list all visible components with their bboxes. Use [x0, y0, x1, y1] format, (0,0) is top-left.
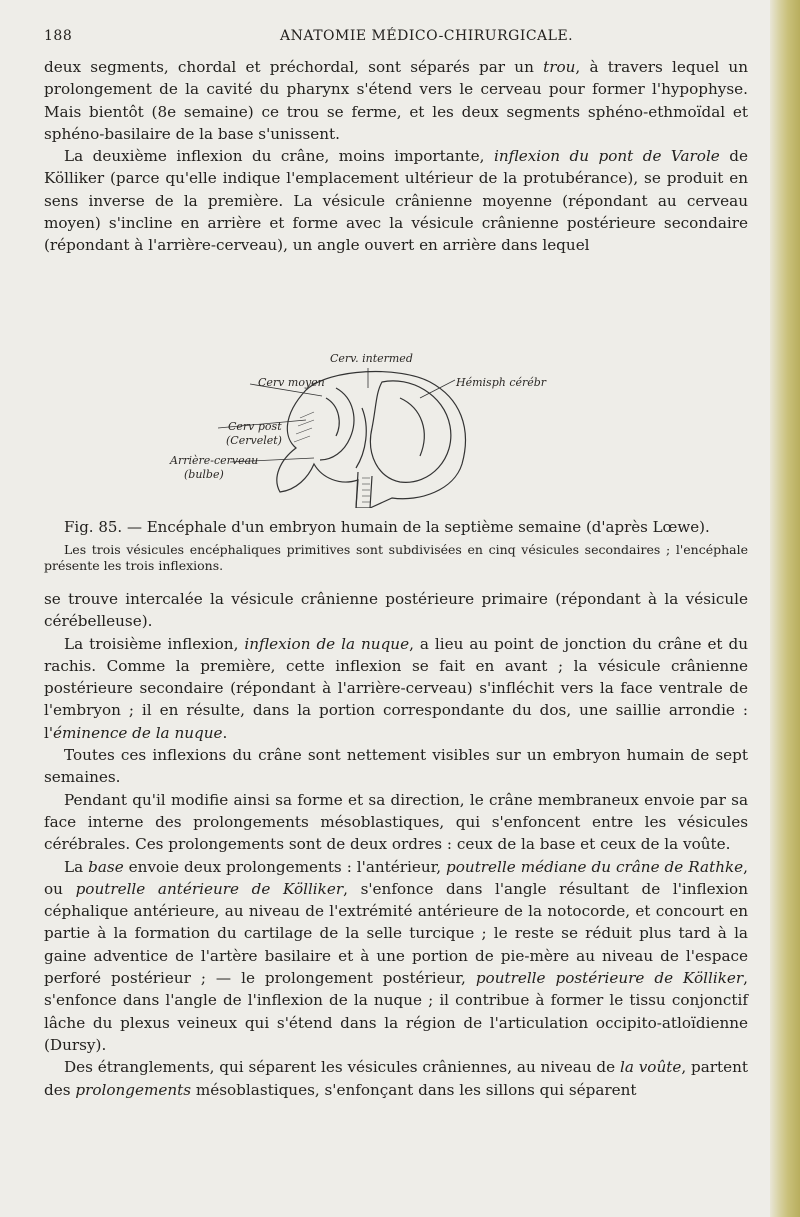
- text-run: .: [222, 723, 228, 742]
- text-run: se trouve intercalée la vésicule crânienne postérieure primaire (répondant à la vésicule cérébelleuse).: [44, 590, 748, 631]
- page-number: 188: [44, 28, 73, 44]
- label-cerv-moyen: Cerv moyen: [258, 376, 325, 389]
- paragraph: [44, 1056, 748, 1101]
- text-run: La: [64, 857, 89, 876]
- figure-caption: [44, 518, 748, 574]
- brain-embryo-figure: [100, 368, 700, 508]
- caption-title: Fig. 85. — Encéphale d'un embryon humain de la septième semaine (d'après Lœwe).: [64, 518, 710, 536]
- text-run: , partent des: [44, 1058, 748, 1099]
- italic-text: inflexion de la nuque: [244, 634, 410, 653]
- text-run: de Kölliker (parce qu'elle indique l'emplacement ultérieur de la protubérance), se produit en sens inverse de la première. La vésicule crânienne moyenne (répondant au cerveau moyen) s'incline en arrière et forme avec la vésicule crânienne postérieure secondaire (répondant à l'arrière-cerveau), un angle ouvert en arrière dans lequel: [44, 147, 748, 255]
- paragraph: [44, 588, 748, 633]
- body-text-top: [44, 56, 748, 257]
- label-hemisph-cerebr: Hémisph cérébr: [456, 376, 547, 389]
- running-title: ANATOMIE MÉDICO-CHIRURGICALE.: [280, 28, 574, 44]
- paragraph: [44, 789, 748, 856]
- text-run: La deuxième inflexion du crâne, moins importante,: [64, 147, 494, 166]
- text-run: , a lieu au point de jonction du crâne et du rachis. Comme la première, cette inflexion se fait en avant ; la vésicule crânienne postérieure secondaire (répondant à l'arrière-cerveau) s'infléchit vers la face ventrale de l'embryon ; il en résulte, dans la portion correspondante du dos, une saillie arrondie : l': [44, 634, 749, 742]
- label-cervelet: (Cervelet): [226, 434, 282, 447]
- italic-text: la voûte: [619, 1058, 682, 1077]
- text-run: , ou: [44, 857, 748, 898]
- caption-note: Les trois vésicules encéphaliques primitives sont subdivisées en cinq vésicules secondaires ; l'encéphale présente les trois inflexions.: [44, 542, 748, 573]
- label-bulbe: (bulbe): [184, 468, 224, 481]
- paragraph: [44, 856, 748, 1057]
- text-run: La troisième inflexion,: [64, 634, 245, 653]
- italic-text: trou: [543, 58, 576, 76]
- text-run: Pendant qu'il modifie ainsi sa forme et sa direction, le crâne membraneux envoie par sa face interne des prolongements mésoblastiques, qui s'enfoncent entre les vésicules cérébrales. Ces prolongements sont de deux ordres : ceux de la base et ceux de la voûte.: [44, 790, 748, 854]
- paragraph: [44, 56, 748, 145]
- paragraph: [44, 633, 748, 744]
- paragraph: [44, 145, 748, 256]
- italic-text: poutrelle antérieure de Kölliker: [75, 879, 344, 898]
- text-run: , s'enfonce dans l'angle résultant de l'inflexion céphalique antérieure, au niveau de l'extrémité antérieure de la notocorde, et concourt en partie à la formation du cartilage de la selle turcique ; le reste se réduit plus tard à la gaine adventice de l'artère basilaire et à une portion de pie-mère au niveau de l'espace perforé postérieur ; — le prolongement postérieur,: [44, 879, 748, 988]
- label-cerv-post: Cerv post: [228, 420, 282, 433]
- italic-text: poutrelle postérieure de Kölliker: [475, 969, 744, 988]
- italic-text: base: [88, 857, 124, 876]
- italic-text: poutrelle médiane du crâne de Rathke: [446, 857, 744, 876]
- text-run: Toutes ces inflexions du crâne sont nettement visibles sur un embryon humain de sept semaines.: [44, 746, 748, 787]
- text-run: deux segments, chordal et préchordal, sont séparés par un: [44, 58, 544, 76]
- paragraph: [44, 744, 748, 789]
- italic-text: éminence de la nuque: [53, 723, 223, 742]
- label-arriere-cerveau: Arrière-cerveau: [170, 454, 259, 467]
- text-run: , s'enfonce dans l'angle de l'inflexion de la nuque ; il contribue à former le tissu conjonctif lâche du plexus veineux qui s'étend dans la région de l'articulation occipito-atloïdienne (Dursy).: [44, 969, 748, 1054]
- page-edge: [770, 0, 800, 1217]
- italic-text: prolongements: [75, 1080, 192, 1099]
- hemisphere-shape: [370, 381, 450, 483]
- text-run: Des étranglements, qui séparent les vésicules crâniennes, au niveau de: [64, 1058, 620, 1077]
- italic-text: inflexion du pont de Varole: [493, 147, 720, 166]
- text-run: mésoblastiques, s'enfonçant dans les sillons qui séparent: [191, 1080, 637, 1099]
- label-cerv-intermed: Cerv. intermed: [330, 352, 413, 365]
- text-run: , à travers lequel un prolongement de la cavité du pharynx s'étend vers le cerveau pour former l'hypophyse. Mais bientôt (8e semaine) ce trou se ferme, et les deux segments sphéno-ethmoïdal et sphéno-basilaire de la base s'unissent.: [44, 58, 748, 143]
- text-run: envoie deux prolongements : l'antérieur,: [123, 857, 447, 876]
- body-text-bottom: [44, 588, 748, 1101]
